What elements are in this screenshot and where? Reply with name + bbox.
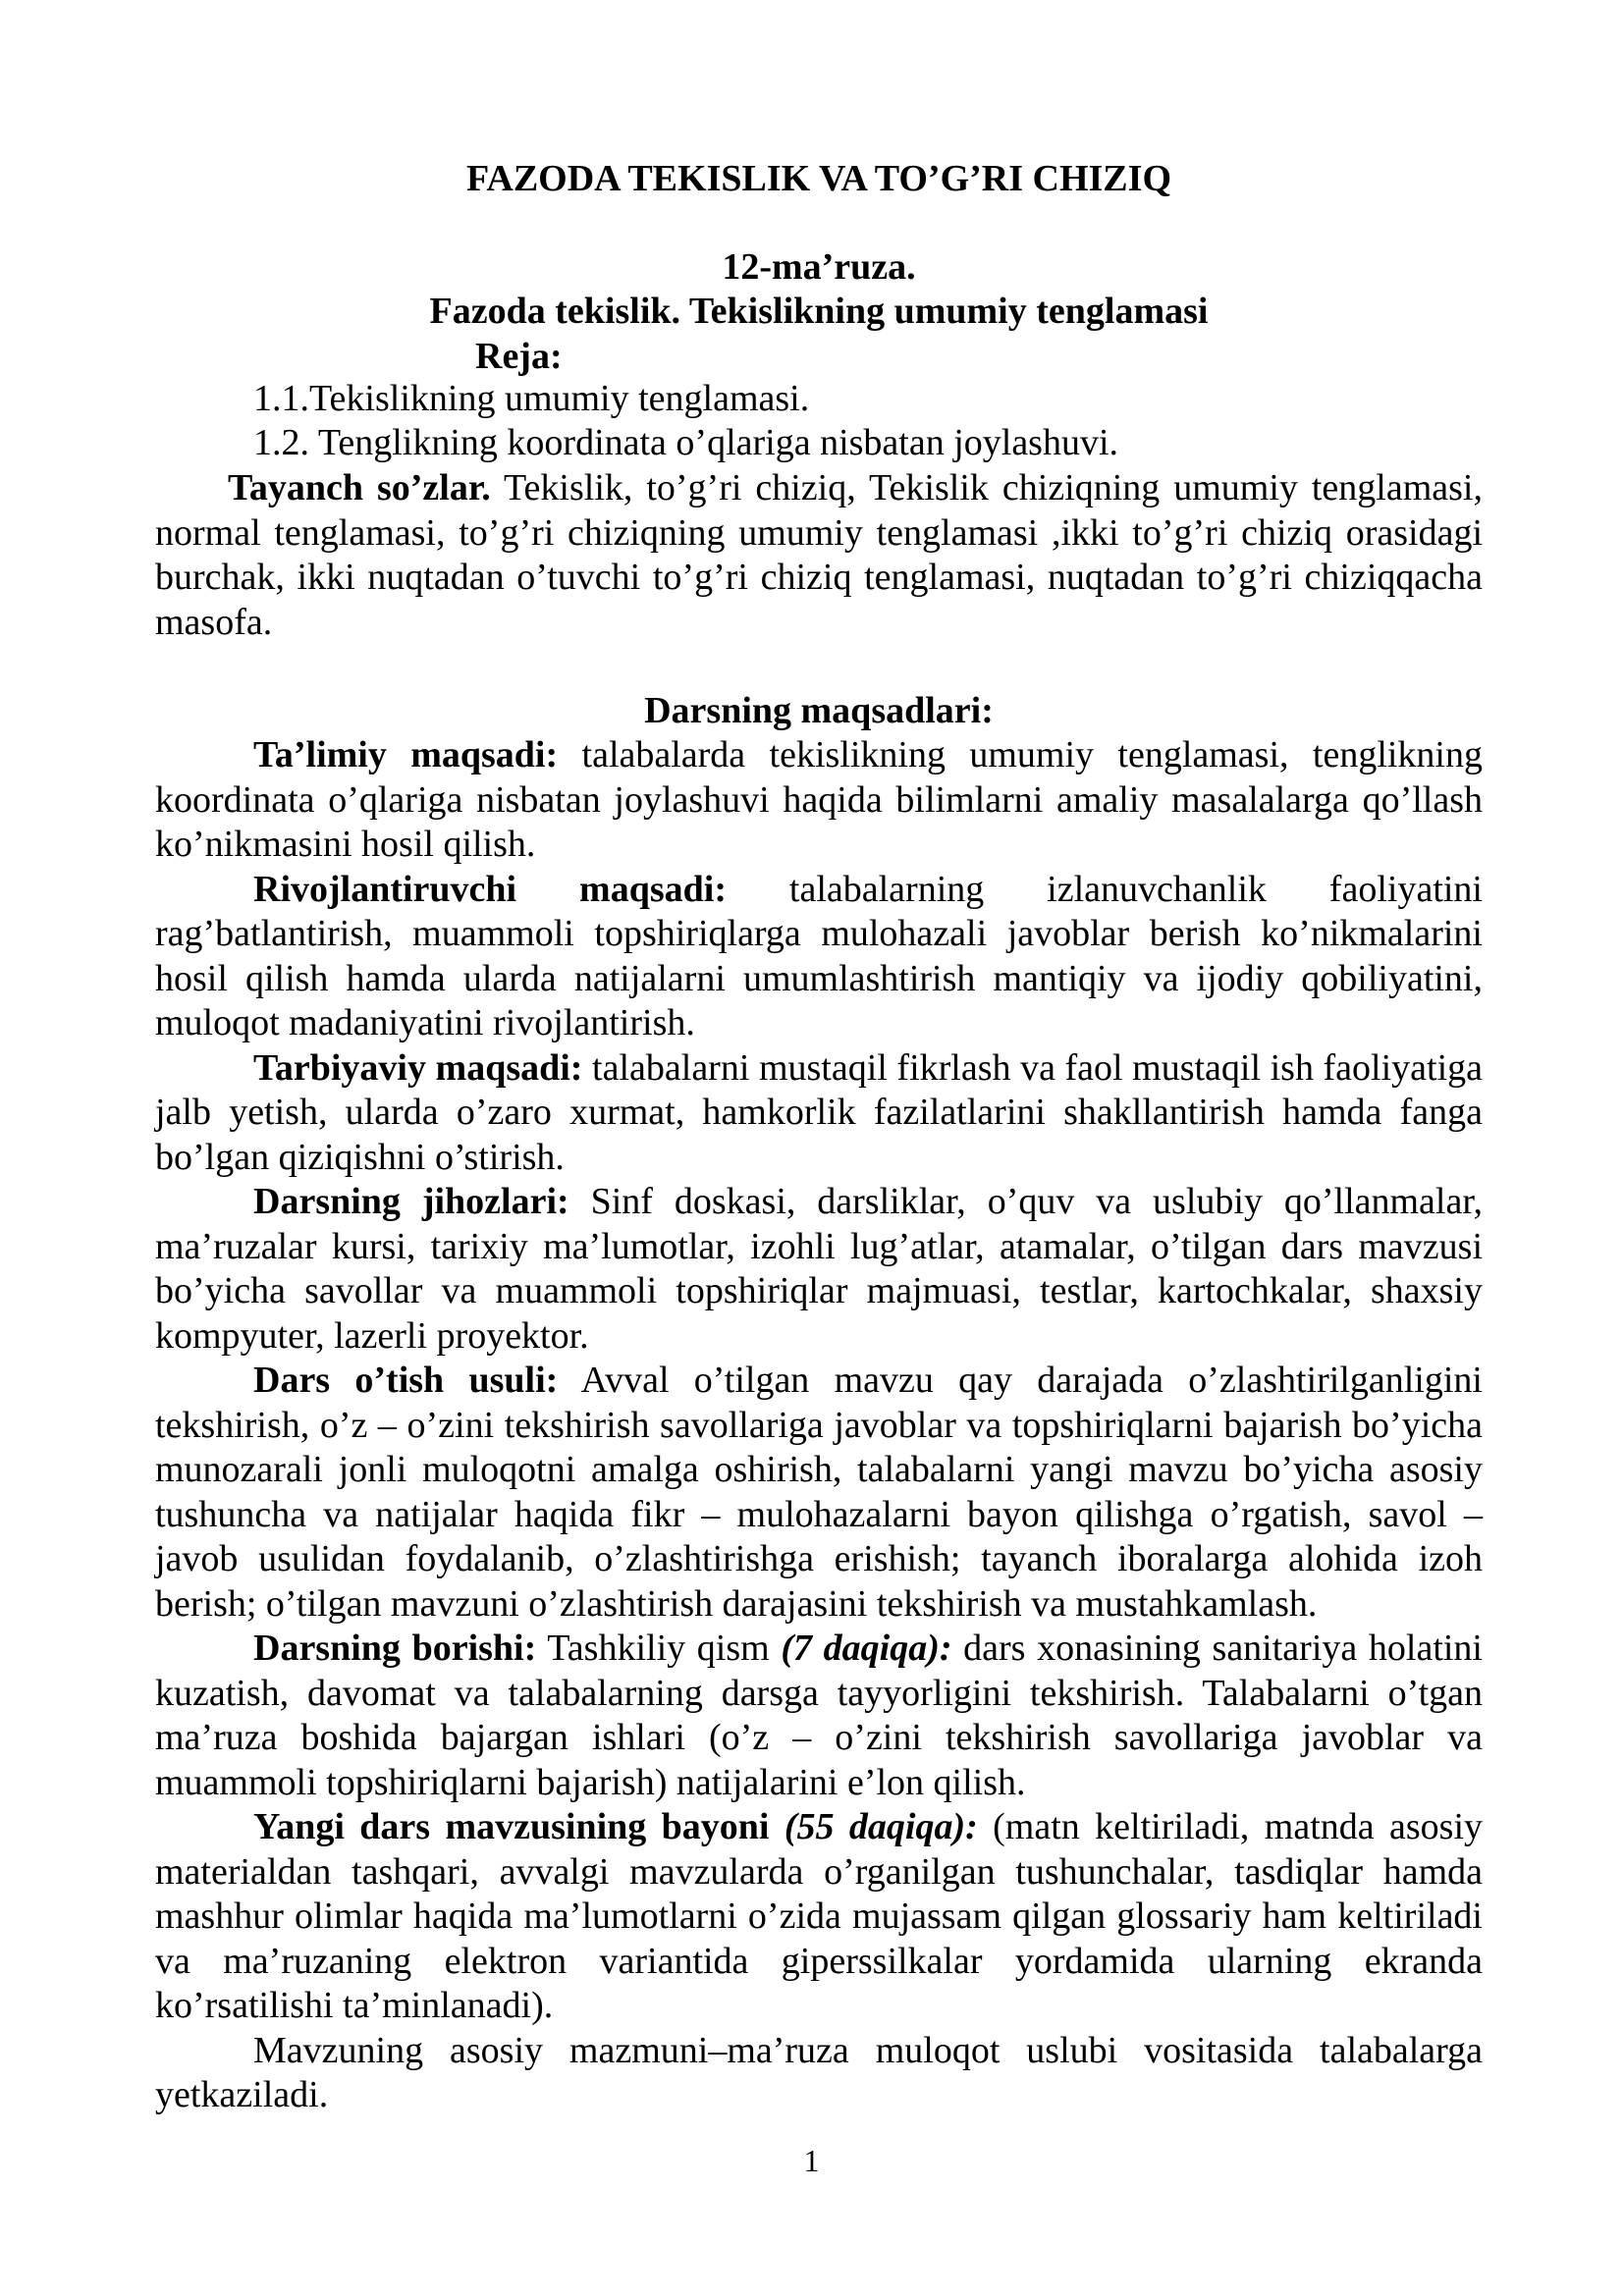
upbringing-label: Tarbiyaviy maqsadi:: [253, 1046, 583, 1089]
newtopic-text: (matn keltiriladi, matnda asosiy materialdan tashqari, avvalgi mavzularda o’rganilgan tushunchalar, tasdiqlar hamda mashhur olimlar haqida ma’lumotlarni o’zida mujassam qilgan glossariy ham keltiriladi va ma’ruzaning elektron variantida giperssilkalar yordamida ularning ekranda ko’rsatilishi ta’minlanadi).: [155, 1806, 1483, 2026]
goals-heading: Darsning maqsadlari:: [644, 690, 994, 731]
closing-text: Mavzuning asosiy mazmuni–ma’ruza muloqot uslubi vositasida talabalarga yetkaziladi.: [155, 2029, 1483, 2115]
method-paragraph: [155, 1359, 1483, 1627]
method-label: Dars o’tish usuli:: [253, 1360, 559, 1401]
equipment-paragraph: [155, 1180, 1483, 1359]
plan-item: 1.1.Tekislikning umumiy tenglamasi.: [253, 378, 810, 419]
goals-section: [155, 733, 1483, 2118]
chapter-title: FAZODA TEKISLIK VA TO’G’RI CHIZIQ: [465, 158, 1171, 199]
newtopic-time: (55 daqiqa):: [784, 1806, 978, 1847]
closing-paragraph: [155, 2029, 1483, 2118]
keywords-paragraph: [155, 466, 1483, 645]
progress-text: dars xonasining sanitariya holatini kuzatish, davomat va talabalarning darsga tayyorligini tekshirish. Talabalarni o’tgan ma’ruza boshida bajargan ishlari (o’z – o’zini tekshirish savollariga javoblar va muammoli topshiriqlarni bajarish) natijalarini e’lon qilish.: [155, 1628, 1483, 1803]
developmental-goal: [155, 868, 1483, 1046]
lecture-topic: Fazoda tekislik. Tekislikning umumiy tenglamasi: [429, 291, 1209, 332]
method-text: Avval o’tilgan mavzu qay darajada o’zlashtirilganligini tekshirish, o’z – o’zini tekshirish savollariga javoblar va topshiriqlarni bajarish bo’yicha munozarali jonli muloqotni amalga oshirish, talabalarni yangi mavzu bo’yicha asosiy tushuncha va natijalar haqida fikr – mulohazalarni bayon qilishga o’rgatish, savol – javob usulidan foydalanib, o’zlashtirishga erishish; tayanch iboralarga alohida izoh berish; o’tilgan mavzuni o’zlashtirish darajasini tekshirish va mustahkamlash.: [155, 1360, 1483, 1625]
progress-paragraph: [155, 1627, 1483, 1805]
lecture-number: 12-ma’ruza.: [722, 246, 916, 288]
educational-text: talabalarda tekislikning umumiy tenglamasi, tenglikning koordinata o’qlariga nisbatan joylashuvi haqida bilimlarni amaliy masalalarga qo’llash ko’nikmasini hosil qilish.: [155, 734, 1483, 865]
progress-label: Darsning borishi:: [253, 1628, 537, 1669]
equipment-label: Darsning jihozlari:: [253, 1181, 569, 1222]
upbringing-goal: [155, 1046, 1483, 1181]
plan-item: 1.2. Tenglikning koordinata o’qlariga nisbatan joylashuvi.: [253, 422, 1119, 463]
educational-label: Ta’limiy maqsadi:: [253, 734, 559, 775]
plan-heading: Reja:: [475, 336, 563, 377]
progress-time: (7 daqiqa):: [781, 1628, 952, 1669]
newtopic-paragraph: [155, 1805, 1483, 2029]
educational-goal: [155, 733, 1483, 868]
keywords-label: Tayanch so’zlar.: [228, 467, 491, 508]
upbringing-text: talabalarni mustaqil fikrlash va faol mustaqil ish faoliyatiga jalb yetish, ularda o’zaro xurmat, hamkorlik fazilatlarini shakllantirish hamda fanga bo’lgan qiziqishni o’stirish.: [155, 1046, 1483, 1178]
equipment-text: Sinf doskasi, darsliklar, o’quv va uslubiy qo’llanmalar, ma’ruzalar kursi, tarixiy ma’lumotlar, izohli lug’atlar, atamalar, o’tilgan dars mavzusi bo’yicha savollar va muammoli topshiriqlar majmuasi, testlar, kartochkalar, shaxsiy kompyuter, lazerli proyektor.: [155, 1181, 1483, 1357]
developmental-label: Rivojlantiruvchi maqsadi:: [253, 868, 727, 910]
keywords-text: Tekislik, to’g’ri chiziq, Tekislik chiziqning umumiy tenglamasi, normal tenglamasi, to’g’ri chiziqning umumiy tenglamasi ,ikki to’g’ri chiziq orasidagi burchak, ikki nuqtadan o’tuvchi to’g’ri chiziq tenglamasi, nuqtadan to’g’ri chiziqqacha masofa.: [155, 467, 1483, 643]
newtopic-label: Yangi dars mavzusining bayoni: [253, 1806, 770, 1847]
developmental-text: talabalarning izlanuvchanlik faoliyatini rag’batlantirish, muammoli topshiriqlarga mulohazali javoblar berish ko’nikmalarini hosil qilish hamda ularda natijalarni umumlashtirish mantiqiy va ijodiy qobiliyatini, muloqot madaniyatini rivojlantirish.: [155, 868, 1483, 1043]
page-number: 1: [803, 2143, 820, 2178]
progress-pre: Tashkiliy qism: [547, 1628, 770, 1669]
